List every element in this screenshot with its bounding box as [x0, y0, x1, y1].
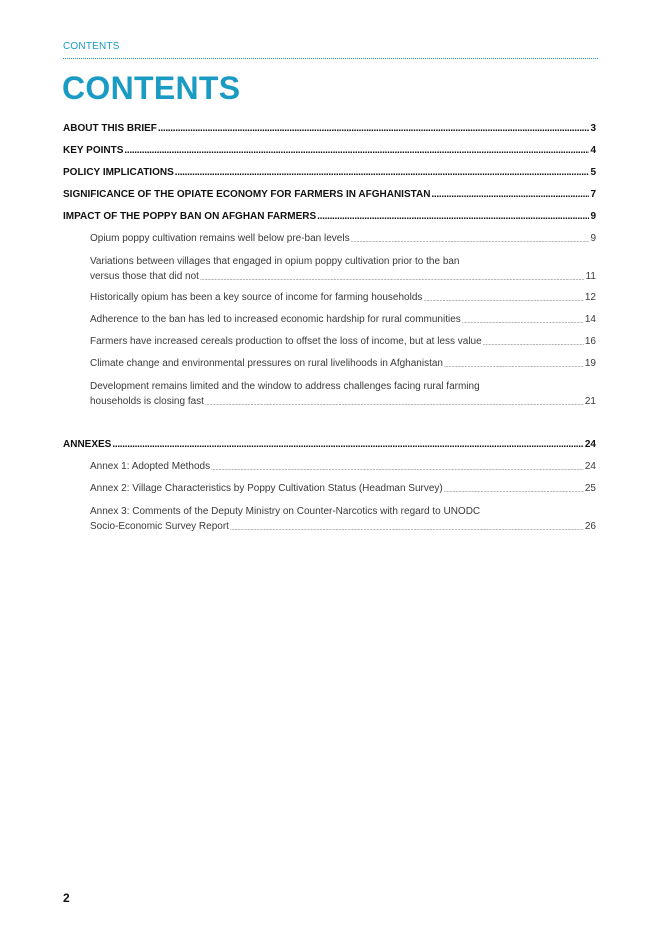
- toc-entry-title-line1: Variations between villages that engaged in opium poppy cultivation prior to the ban: [90, 256, 460, 267]
- section-spacer: [63, 416, 596, 438]
- toc-subentry-cultivation-below-pre-ban[interactable]: [63, 232, 596, 246]
- table-of-contents: [63, 122, 596, 541]
- dot-leader: [230, 524, 584, 534]
- toc-subentry-development-limited[interactable]: [63, 379, 596, 409]
- toc-entry-title: IMPACT OF THE POPPY BAN ON AFGHAN FARMERS: [63, 211, 317, 222]
- dot-leader: [200, 274, 585, 284]
- toc-entry-title: Farmers have increased cereals production to offset the loss of income, but at less value: [90, 336, 482, 347]
- toc-entry-page: 25: [584, 483, 596, 494]
- toc-entry-impact-poppy-ban[interactable]: [63, 210, 596, 224]
- dot-leader: [444, 486, 584, 496]
- toc-entry-page: 11: [585, 271, 596, 282]
- toc-entry-title: Adherence to the ban has led to increased economic hardship for rural communities: [90, 314, 461, 325]
- toc-entry-title: SIGNIFICANCE OF THE OPIATE ECONOMY FOR FARMERS IN AFGHANISTAN: [63, 189, 431, 200]
- dot-leader: [317, 210, 589, 224]
- dot-leader: [444, 361, 584, 371]
- toc-entry-title-line1: Development remains limited and the window to address challenges facing rural farming: [90, 381, 480, 392]
- toc-entry-page: 26: [584, 521, 596, 532]
- dot-leader: [351, 236, 590, 246]
- toc-entry-page: 5: [590, 167, 596, 178]
- toc-entry-page: 7: [590, 189, 596, 200]
- toc-entry-title: Historically opium has been a key source of income for farming households: [90, 292, 423, 303]
- dot-leader: [431, 188, 589, 202]
- toc-entry-page: 12: [584, 292, 596, 303]
- toc-subentry-opium-income-source[interactable]: [63, 291, 596, 305]
- dot-leader: [423, 295, 583, 305]
- toc-subentry-annex-1[interactable]: [63, 460, 596, 474]
- toc-subentry-annex-2[interactable]: [63, 482, 596, 496]
- toc-entry-significance-opiate-economy[interactable]: [63, 188, 596, 202]
- toc-subentry-economic-hardship[interactable]: [63, 313, 596, 327]
- toc-subentry-cereals-production[interactable]: [63, 335, 596, 349]
- dot-leader: [175, 166, 590, 180]
- toc-entry-title-line2: Socio-Economic Survey Report: [90, 521, 229, 532]
- toc-entry-title: POLICY IMPLICATIONS: [63, 167, 174, 178]
- toc-entry-title-line1: Annex 3: Comments of the Deputy Ministry on Counter-Narcotics with regard to UNODC: [90, 506, 481, 517]
- toc-entry-title: ANNEXES: [63, 439, 112, 450]
- toc-entry-key-points[interactable]: [63, 144, 596, 158]
- toc-entry-page: 9: [590, 211, 596, 222]
- toc-entry-page: 24: [584, 461, 596, 472]
- toc-subentry-village-variations[interactable]: [63, 254, 596, 284]
- toc-entry-page: 14: [584, 314, 596, 325]
- toc-entry-title: KEY POINTS: [63, 145, 124, 156]
- dot-leader: [462, 317, 584, 327]
- toc-entry-title: Annex 2: Village Characteristics by Poppy Cultivation Status (Headman Survey): [90, 483, 443, 494]
- dot-leader: [483, 339, 584, 349]
- toc-entry-page: 4: [590, 145, 596, 156]
- dot-leader: [211, 464, 584, 474]
- toc-entry-title: Opium poppy cultivation remains well below pre-ban levels: [90, 233, 350, 244]
- toc-entry-page: 24: [584, 439, 596, 450]
- toc-subentry-climate-change[interactable]: [63, 357, 596, 371]
- toc-entry-page: 19: [584, 358, 596, 369]
- running-header: CONTENTS: [63, 41, 120, 52]
- toc-entry-title: Annex 1: Adopted Methods: [90, 461, 211, 472]
- page-number: 2: [63, 891, 70, 905]
- toc-entry-policy-implications[interactable]: [63, 166, 596, 180]
- dot-leader: [112, 438, 584, 452]
- toc-entry-annexes[interactable]: [63, 438, 596, 452]
- dot-leader: [205, 399, 584, 409]
- toc-entry-page: 16: [584, 336, 596, 347]
- toc-entry-page: 21: [584, 396, 596, 407]
- dot-leader: [124, 144, 589, 158]
- toc-entry-page: 3: [590, 123, 596, 134]
- toc-entry-title: Climate change and environmental pressures on rural livelihoods in Afghanistan: [90, 358, 443, 369]
- toc-entry-about-this-brief[interactable]: [63, 122, 596, 136]
- toc-entry-title-line2: versus those that did not: [90, 271, 199, 282]
- dot-leader: [158, 122, 590, 136]
- page-title: CONTENTS: [62, 70, 241, 106]
- toc-subentry-annex-3[interactable]: [63, 504, 596, 534]
- toc-entry-page: 9: [590, 233, 596, 244]
- toc-entry-title-line2: households is closing fast: [90, 396, 204, 407]
- toc-entry-title: ABOUT THIS BRIEF: [63, 123, 157, 134]
- header-divider: [63, 58, 598, 59]
